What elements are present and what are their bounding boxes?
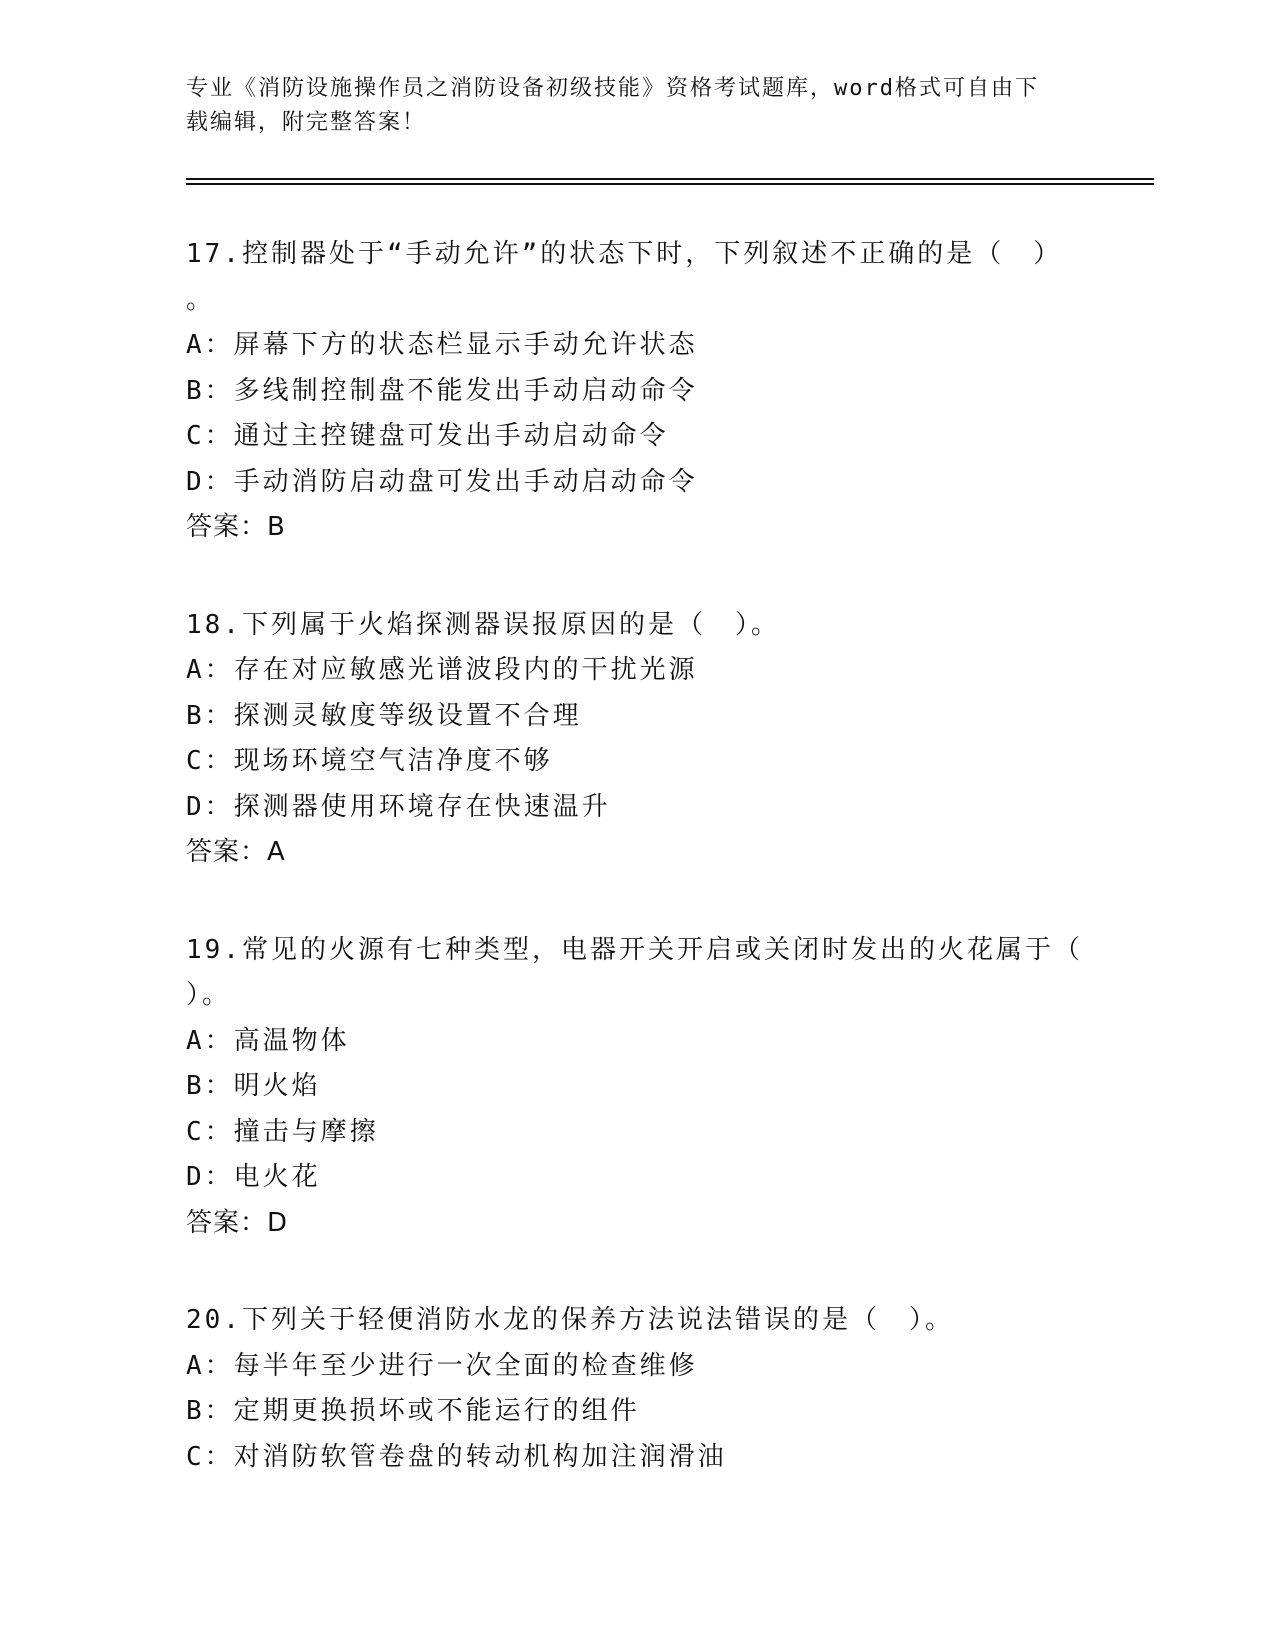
- question-20: [186, 1298, 1086, 1480]
- question-stem: 20.下列关于轻便消防水龙的保养方法说法错误的是（ ）。: [186, 1305, 954, 1335]
- option-a: A：高温物体: [186, 1025, 350, 1056]
- question-17: [186, 232, 1086, 551]
- option-c: C：现场环境空气洁净度不够: [186, 746, 553, 776]
- option-b: B：探测灵敏度等级设置不合理: [186, 700, 582, 731]
- option-c: C：对消防软管卷盘的转动机构加注润滑油: [186, 1441, 727, 1472]
- question-stem: 19.常见的火源有七种类型，电器开关开启或关闭时发出的火花属于（: [186, 934, 1083, 965]
- option-a: A：每半年至少进行一次全面的检查维修: [186, 1350, 698, 1381]
- answer-label: 答案：D: [186, 1207, 289, 1238]
- option-b: B：明火焰: [186, 1071, 321, 1101]
- answer-label: 答案：A: [186, 837, 286, 867]
- option-c: C：通过主控键盘可发出手动启动命令: [186, 421, 669, 451]
- header-line-1: 专业《消防设施操作员之消防设备初级技能》资格考试题库，word格式可自由下: [186, 76, 1039, 101]
- header-line-2: 载编辑，附完整答案！: [186, 110, 427, 135]
- question-stem-continuation: ）。: [186, 980, 232, 1010]
- option-d: D：探测器使用环境存在快速温升: [186, 791, 611, 822]
- question-19: [186, 928, 1086, 1247]
- question-stem-continuation: 。: [186, 284, 216, 315]
- header-divider-bottom: [186, 183, 1154, 185]
- header-divider-top: [186, 178, 1154, 180]
- option-a: A：存在对应敏感光谱波段内的干扰光源: [186, 655, 698, 685]
- question-list: [186, 232, 1086, 1532]
- question-stem: 17.控制器处于“手动允许”的状态下时，下列叙述不正确的是（ ）: [186, 239, 1063, 269]
- option-d: D：手动消防启动盘可发出手动启动命令: [186, 466, 698, 497]
- question-18: [186, 603, 1086, 876]
- option-d: D：电火花: [186, 1162, 321, 1192]
- answer-label: 答案：B: [186, 512, 286, 542]
- question-stem: 18.下列属于火焰探测器误报原因的是（ ）。: [186, 609, 780, 640]
- option-a: A：屏幕下方的状态栏显示手动允许状态: [186, 330, 698, 360]
- option-c: C：撞击与摩擦: [186, 1116, 379, 1147]
- option-b: B：定期更换损坏或不能运行的组件: [186, 1396, 640, 1426]
- document-header: [186, 72, 1086, 140]
- option-b: B：多线制控制盘不能发出手动启动命令: [186, 375, 698, 406]
